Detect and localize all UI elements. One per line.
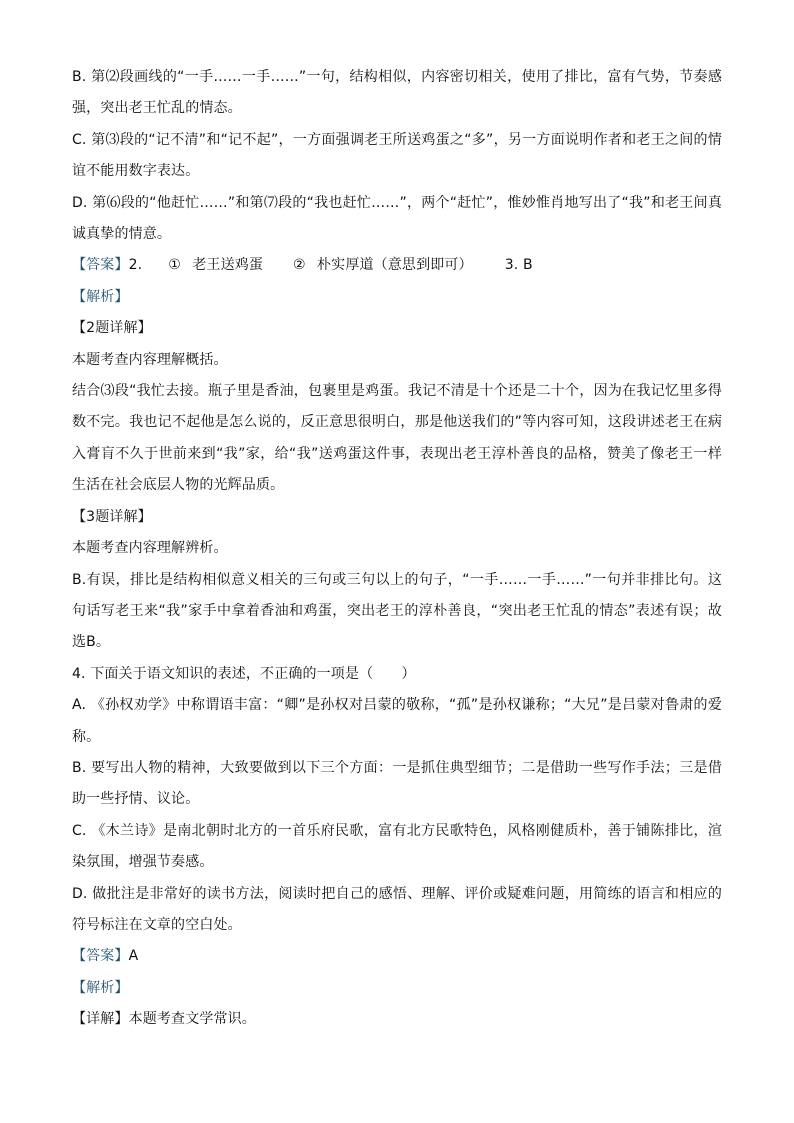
detail3-line-1: 本题考查内容理解辨析。 xyxy=(72,540,228,557)
question4-option-d: D. 做批注是非常好的读书方法，阅读时把自己的感悟、理解、评价或疑难问题，用简练的语言和相应的符号标注在文章的空白处。 xyxy=(72,885,722,933)
answer-item1-mark: ① xyxy=(168,257,181,274)
question4-option-c: C. 《木兰诗》是南北朝时北方的一首乐府民歌，富有北方民歌特色，风格刚健质朴，善于铺陈排比，渲染氛围，增强节奏感。 xyxy=(72,822,722,871)
detail4-text: 本题考查文学常识。 xyxy=(128,1011,256,1028)
question4-stem: 4. 下面关于语文知识的表述，不正确的一项是（ ） xyxy=(72,665,416,682)
detail4-tag: 【详解】 xyxy=(72,1011,129,1028)
answer-tag-2: 【答案】 xyxy=(72,948,129,965)
question4-option-b: B. 要写出人物的精神，大致要做到以下三个方面：一是抓住典型细节；二是借助一些写作手法；三是借助一些抒情、议论。 xyxy=(72,759,722,808)
question4-option-a: A. 《孙权劝学》中称谓语丰富：“卿”是孙权对吕蒙的敬称，“孤”是孙权谦称；“大兄”是吕蒙对鲁肃的爱称。 xyxy=(72,697,722,745)
answer-item1-text: 老王送鸡蛋 xyxy=(192,257,264,274)
analysis-tag-2: 【解析】 xyxy=(72,979,129,996)
detail2-tag: 【2题详解】 xyxy=(72,320,152,337)
answer-item2-text: 朴实厚道（意思到即可） xyxy=(317,257,473,274)
analysis-tag-1: 【解析】 xyxy=(72,288,129,305)
detail4-line xyxy=(72,1004,722,1035)
detail2-line-1: 本题考查内容理解概括。 xyxy=(72,351,228,368)
answer-item2-mark: ② xyxy=(293,257,306,274)
option-b-prev: B. 第⑵段画线的“一手……一手……”一句，结构相似，内容密切相关，使用了排比，富有气势，节奏感强，突出老王忙乱的情态。 xyxy=(72,69,722,117)
answer-value-2: A xyxy=(128,948,139,965)
answer-q3: 3. B xyxy=(504,257,533,274)
detail3-line-2: B.有误，排比是结构相似意义相关的三句或三句以上的句子，“一手……一手……”一句并非排比句。这句话写老王来“我”家手中拿着香油和鸡蛋，突出老王的淳朴善良，“突出老王忙乱的情态”表述有误；故选B。 xyxy=(72,571,722,651)
answer-line-2 xyxy=(72,941,722,972)
answer-q2-label: 2. xyxy=(128,257,143,274)
detail3-tag: 【3题详解】 xyxy=(72,508,152,525)
answer-tag: 【答案】 xyxy=(72,257,129,274)
option-c-prev: C. 第⑶段的“记不清”和“记不起”，一方面强调老王所送鸡蛋之“多”，另一方面说明作者和老王之间的情谊不能用数字表达。 xyxy=(72,131,722,180)
detail2-line-2: 结合⑶段“我忙去接。瓶子里是香油，包裹里是鸡蛋。我记不清是十个还是二十个，因为在我记忆里多得数不完。我也记不起他是怎么说的，反正意思很明白，那是他送我们的”等内容可知，这段讲述老王在病入膏肓不久于世前来到“我”家，给“我”送鸡蛋这件事，表现出老王淳朴善良的品格，赞美了像老王一样生活在社会底层人物的光辉品质。 xyxy=(72,383,722,494)
option-d-prev: D. 第⑹段的“他赶忙……”和第⑺段的“我也赶忙……”，两个“赶忙”，惟妙惟肖地写出了“我”和老王间真诚真挚的情意。 xyxy=(72,194,722,243)
answer-line-1 xyxy=(72,250,722,281)
